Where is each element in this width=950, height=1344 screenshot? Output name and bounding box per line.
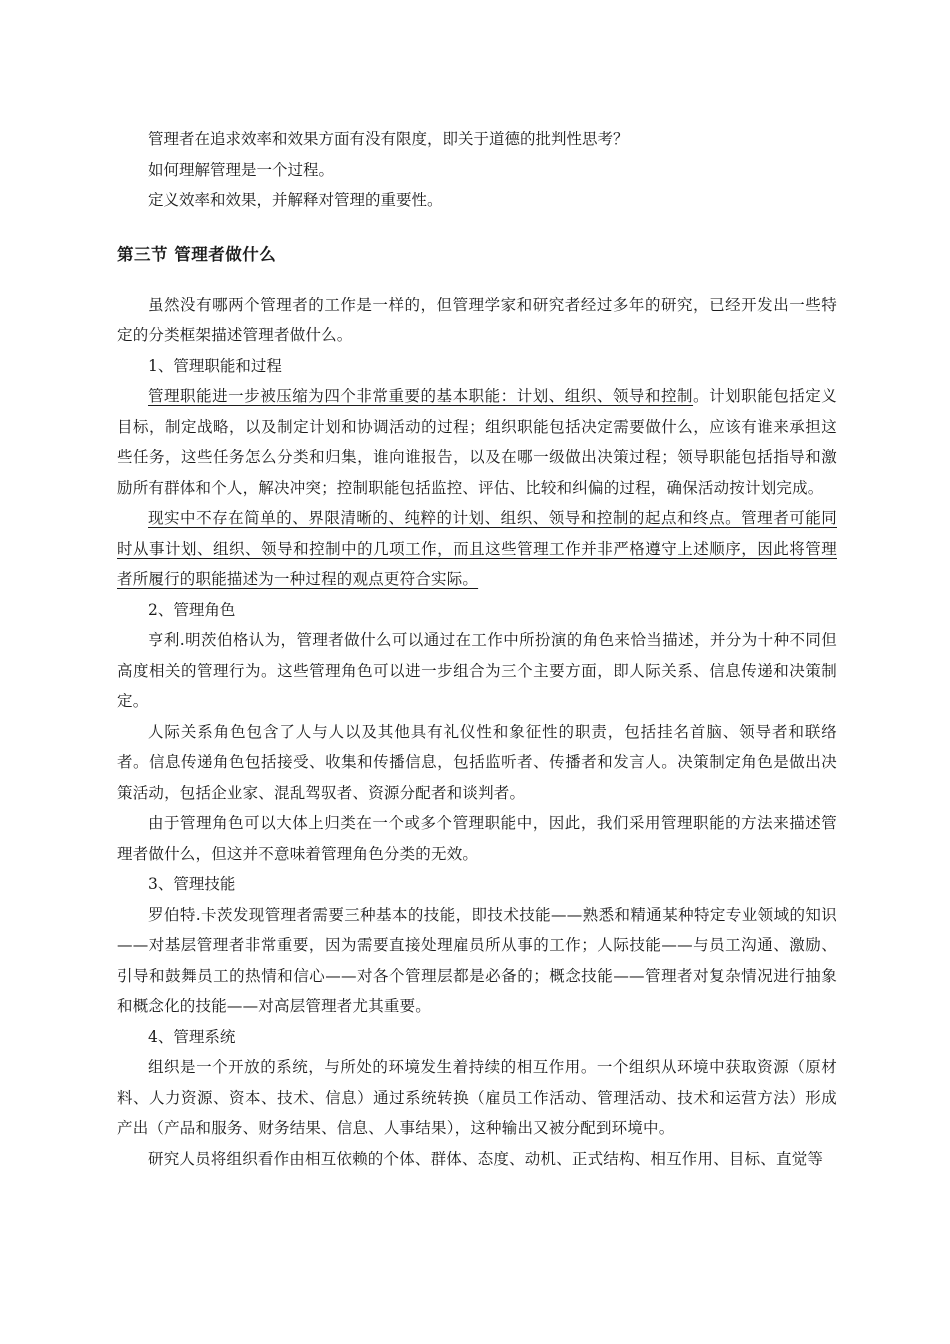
subsection-title-systems: 4、管理系统 [148,1027,236,1046]
roles-paragraph-3: 由于管理角色可以大体上归类在一个或多个管理职能中，因此，我们采用管理职能的方法来描述管理者做什么，但这并不意味着管理角色分类的无效。 [117,814,837,863]
roles-paragraph-1: 亨利.明茨伯格认为，管理者做什么可以通过在工作中所扮演的角色来恰当描述，并分为十种不同但高度相关的管理行为。这些管理角色可以进一步组合为三个主要方面，即人际关系、信息传递和决策制定。 [117,631,837,710]
process-underlined-text: 现实中不存在简单的、界限清晰的、纯粹的计划、组织、领导和控制的起点和终点。管理者可能同时从事计划、组织、领导和控制中的几项工作，而且这些管理工作并非严格遵守上述顺序，因此将管理者所履行的职能描述为一种过程的观点更符合实际。 [117,509,837,588]
skills-paragraph: 罗伯特.卡茨发现管理者需要三种基本的技能，即技术技能——熟悉和精通某种特定专业领域的知识——对基层管理者非常重要，因为需要直接处理雇员所从事的工作；人际技能——与员工沟通、激励、引导和鼓舞员工的热情和信心——对各个管理层都是必备的；概念技能——管理者对复杂情况进行抽象和概念化的技能——对高层管理者尤其重要。 [117,905,837,1015]
roles-paragraph-2: 人际关系角色包含了人与人以及其他具有礼仪性和象征性的职责，包括挂名首脑、领导者和联络者。信息传递角色包括接受、收集和传播信息，包括监听者、传播者和发言人。决策制定角色是做出决策活动，包括企业家、混乱驾驭者、资源分配者和谈判者。 [117,722,837,802]
section-heading: 第三节 管理者做什么 [117,244,277,264]
systems-paragraph-1: 组织是一个开放的系统，与所处的环境发生着持续的相互作用。一个组织从环境中获取资源（原材料、人力资源、资本、技术、信息）通过系统转换（雇员工作活动、管理活动、技术和运营方法）形成产出（产品和服务、财务结果、信息、人事结果），这种输出又被分配到环境中。 [117,1058,837,1137]
process-paragraph [117,503,837,595]
question-efficiency: 定义效率和效果，并解释对管理的重要性。 [148,191,443,209]
functions-paragraph [117,381,837,503]
document-page [117,124,837,1174]
subsection-title-roles: 2、管理角色 [148,600,236,619]
subsection-title-functions: 1、管理职能和过程 [148,356,282,375]
question-ethics: 管理者在追求效率和效果方面有没有限度，即关于道德的批判性思考？ [148,130,629,148]
systems-paragraph-2: 研究人员将组织看作由相互依赖的个体、群体、态度、动机、正式结构、相互作用、目标、直觉等 [148,1149,824,1168]
functions-body-text: 。计划职能包括定义目标，制定战略，以及制定计划和协调活动的过程；组织职能包括决定需要做什么，应该有谁来承担这些任务，这些任务怎么分类和归集，谁向谁报告，以及在哪一级做出决策过程；领导职能包括指导和激励所有群体和个人，解决冲突；控制职能包括监控、评估、比较和纠偏的过程，确保活动按计划完成。 [117,387,837,497]
functions-underlined-text: 管理职能进一步被压缩为四个非常重要的基本职能：计划、组织、领导和控制 [148,387,694,405]
section-intro: 虽然没有哪两个管理者的工作是一样的，但管理学家和研究者经过多年的研究，已经开发出一些特定的分类框架描述管理者做什么。 [117,295,837,344]
subsection-title-skills: 3、管理技能 [148,875,236,893]
question-process: 如何理解管理是一个过程。 [148,160,335,179]
